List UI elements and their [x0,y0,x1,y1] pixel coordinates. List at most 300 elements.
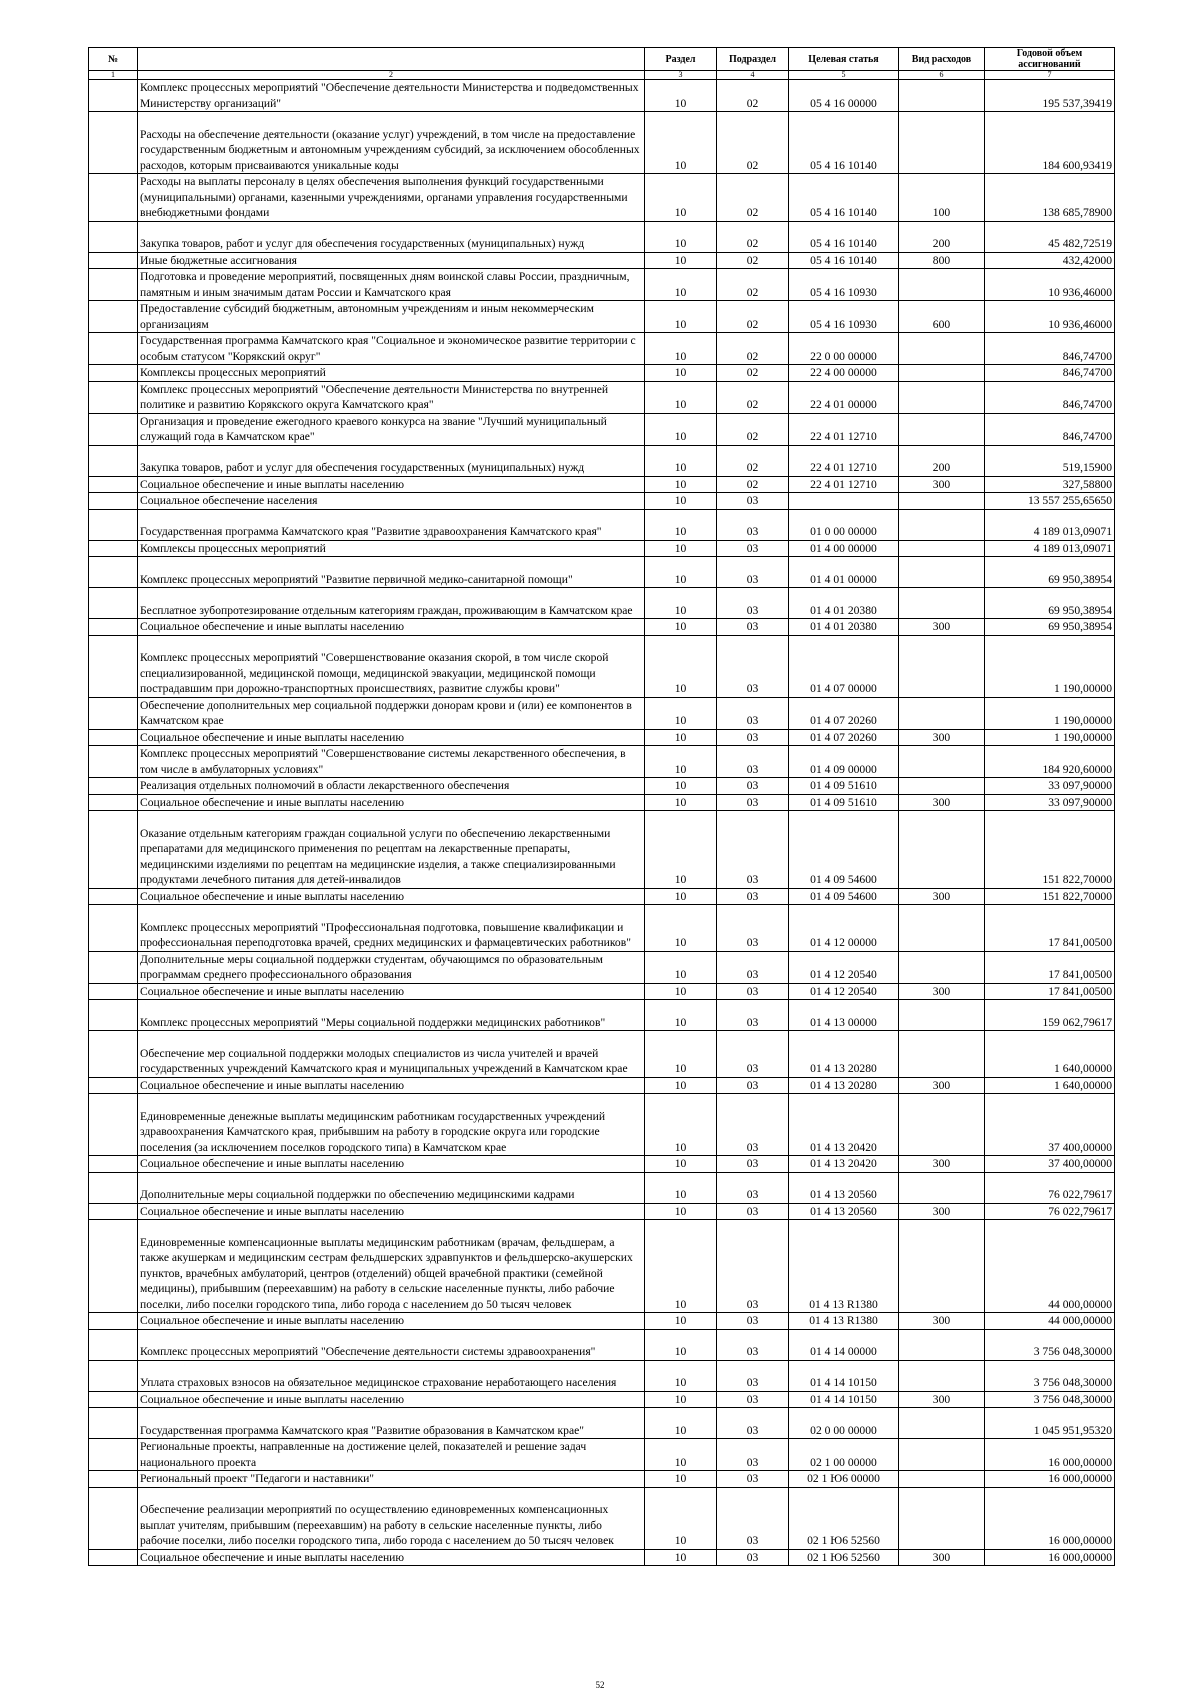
row-vid-cell [899,951,985,983]
row-podrazdel-cell: 03 [717,1094,789,1156]
row-statya-cell: 01 4 09 51610 [789,778,899,795]
row-name-cell: Комплекс процессных мероприятий "Обеспечение деятельности Министерства и подведомственных Министерству организаций" [138,80,645,112]
row-statya-cell: 22 4 01 00000 [789,381,899,413]
table-row [89,413,1115,445]
row-razdel-cell: 10 [645,112,717,174]
row-name-cell: Социальное обеспечение и иные выплаты населению [138,1203,645,1220]
table-row [89,1391,1115,1408]
row-num-cell [89,983,138,1000]
row-vid-cell [899,588,985,619]
row-statya-cell: 01 4 13 R1380 [789,1313,899,1330]
header-podrazdel: Подраздел [717,48,789,71]
row-vid-cell: 300 [899,476,985,493]
row-amount-cell: 16 000,00000 [985,1487,1115,1549]
table-row [89,746,1115,778]
row-amount-cell: 69 950,38954 [985,588,1115,619]
column-index: 3 [645,71,717,80]
row-num-cell [89,1408,138,1439]
row-num-cell [89,1313,138,1330]
row-amount-cell: 846,74700 [985,413,1115,445]
row-vid-cell [899,365,985,382]
row-statya-cell: 01 4 13 20560 [789,1203,899,1220]
row-razdel-cell: 10 [645,476,717,493]
row-razdel-cell: 10 [645,365,717,382]
row-num-cell [89,381,138,413]
row-name-cell: Единовременные компенсационные выплаты медицинским работникам (врачам, фельдшерам, а также акушеркам и медицинским сестрам фельдшерских здравпунктов и фельдшерско-акушерских пунктов, врачебных амбулаторий, центров (отделений) общей врачебной практики (семейной медицины), прибывшим (переехавшим) на работу в сельские населенные пункты, либо рабочие поселки, либо поселки городского типа, либо города с населением до 50 тысяч человек [138,1220,645,1313]
row-num-cell [89,269,138,301]
row-num-cell [89,476,138,493]
row-podrazdel-cell: 03 [717,1329,789,1360]
row-num-cell [89,301,138,333]
column-index: 4 [717,71,789,80]
table-row [89,381,1115,413]
row-num-cell [89,1077,138,1094]
row-razdel-cell: 10 [645,221,717,252]
row-name-cell: Комплекс процессных мероприятий "Совершенствование оказания скорой, в том числе скорой специализированной, медицинской помощи, медицинской эвакуации, медицинской помощи пострадавшим при дорожно-транспортных происшествиях, развитие службы крови" [138,635,645,697]
table-row [89,365,1115,382]
row-name-cell: Социальное обеспечение и иные выплаты населению [138,1391,645,1408]
row-amount-cell: 184 920,60000 [985,746,1115,778]
row-statya-cell: 01 4 09 54600 [789,811,899,889]
table-row [89,557,1115,588]
row-name-cell: Обеспечение реализации мероприятий по осуществлению единовременных компенсационных выплат учителям, прибывшим (переехавшим) на работу в сельские населенные пункты, либо рабочие поселки, либо поселки городского типа, либо города с населением до 50 тысяч человек [138,1487,645,1549]
row-statya-cell: 05 4 16 10140 [789,112,899,174]
row-amount-cell: 17 841,00500 [985,905,1115,952]
table-row [89,905,1115,952]
row-podrazdel-cell: 02 [717,221,789,252]
row-razdel-cell: 10 [645,174,717,222]
row-num-cell [89,697,138,729]
row-name-cell: Предоставление субсидий бюджетным, автономным учреждениям и иным некоммерческим организациям [138,301,645,333]
row-razdel-cell: 10 [645,635,717,697]
row-podrazdel-cell: 02 [717,80,789,112]
row-statya-cell: 01 4 09 51610 [789,794,899,811]
row-podrazdel-cell: 03 [717,983,789,1000]
row-amount-cell: 17 841,00500 [985,983,1115,1000]
row-amount-cell: 846,74700 [985,333,1115,365]
row-podrazdel-cell: 03 [717,619,789,636]
row-amount-cell: 1 640,00000 [985,1077,1115,1094]
row-razdel-cell: 10 [645,1391,717,1408]
row-num-cell [89,413,138,445]
row-vid-cell [899,635,985,697]
row-statya-cell: 05 4 16 00000 [789,80,899,112]
row-podrazdel-cell: 02 [717,333,789,365]
row-amount-cell: 33 097,90000 [985,778,1115,795]
row-name-cell: Социальное обеспечение и иные выплаты населению [138,729,645,746]
row-vid-cell [899,509,985,540]
table-row [89,1408,1115,1439]
row-name-cell: Оказание отдельным категориям граждан социальной услуги по обеспечению лекарственными препаратами для медицинского применения по рецептам на лекарственные препараты, медицинскими изделиями по рецептам на медицинские изделия, а также специализированными продуктами лечебного питания для детей-инвалидов [138,811,645,889]
row-statya-cell: 01 4 00 00000 [789,540,899,557]
row-razdel-cell: 10 [645,1360,717,1391]
row-podrazdel-cell: 02 [717,269,789,301]
row-amount-cell: 17 841,00500 [985,951,1115,983]
row-razdel-cell: 10 [645,1031,717,1078]
column-index: 7 [985,71,1115,80]
row-vid-cell [899,381,985,413]
row-vid-cell: 300 [899,983,985,1000]
row-vid-cell: 600 [899,301,985,333]
row-statya-cell: 05 4 16 10930 [789,269,899,301]
row-statya-cell: 05 4 16 10930 [789,301,899,333]
row-vid-cell: 300 [899,729,985,746]
row-statya-cell: 02 1 Ю6 52560 [789,1487,899,1549]
table-body [89,80,1115,1566]
row-razdel-cell: 10 [645,493,717,510]
table-row [89,1313,1115,1330]
row-podrazdel-cell: 03 [717,951,789,983]
row-amount-cell: 195 537,39419 [985,80,1115,112]
row-amount-cell: 44 000,00000 [985,1220,1115,1313]
row-name-cell: Комплекс процессных мероприятий "Профессиональная подготовка, повышение квалификации и профессиональная переподготовка врачей, средних медицинских и фармацевтических работников" [138,905,645,952]
row-vid-cell: 300 [899,1549,985,1566]
row-amount-cell: 10 936,46000 [985,301,1115,333]
row-vid-cell [899,1172,985,1203]
row-name-cell: Социальное обеспечение и иные выплаты населению [138,1549,645,1566]
row-vid-cell [899,1031,985,1078]
row-razdel-cell: 10 [645,252,717,269]
row-podrazdel-cell: 02 [717,301,789,333]
row-razdel-cell: 10 [645,540,717,557]
row-razdel-cell: 10 [645,588,717,619]
row-vid-cell [899,1329,985,1360]
row-razdel-cell: 10 [645,301,717,333]
column-index: 2 [138,71,645,80]
row-name-cell: Реализация отдельных полномочий в области лекарственного обеспечения [138,778,645,795]
row-podrazdel-cell: 02 [717,365,789,382]
row-num-cell [89,794,138,811]
row-razdel-cell: 10 [645,729,717,746]
row-vid-cell: 300 [899,1391,985,1408]
table-row [89,333,1115,365]
row-num-cell [89,729,138,746]
row-razdel-cell: 10 [645,794,717,811]
row-statya-cell: 22 4 01 12710 [789,413,899,445]
row-razdel-cell: 10 [645,1408,717,1439]
row-statya-cell: 01 4 13 R1380 [789,1220,899,1313]
row-num-cell [89,888,138,905]
row-name-cell: Государственная программа Камчатского края "Развитие здравоохранения Камчатского края" [138,509,645,540]
row-razdel-cell: 10 [645,619,717,636]
row-amount-cell: 138 685,78900 [985,174,1115,222]
row-vid-cell [899,778,985,795]
row-name-cell: Государственная программа Камчатского края "Социальное и экономическое развитие территории с особым статусом "Корякский округ" [138,333,645,365]
table-row [89,269,1115,301]
column-index: 1 [89,71,138,80]
row-statya-cell: 01 4 07 00000 [789,635,899,697]
row-podrazdel-cell: 03 [717,1220,789,1313]
table-row [89,221,1115,252]
row-name-cell: Уплата страховых взносов на обязательное медицинское страхование неработающего населения [138,1360,645,1391]
row-razdel-cell: 10 [645,557,717,588]
header-row [89,48,1115,71]
table-row [89,540,1115,557]
row-vid-cell [899,1408,985,1439]
row-name-cell: Социальное обеспечение населения [138,493,645,510]
row-name-cell: Расходы на выплаты персоналу в целях обеспечения выполнения функций государственными (муниципальными) органами, казенными учреждениями, органами управления государственными внебюджетными фондами [138,174,645,222]
row-vid-cell: 200 [899,221,985,252]
row-razdel-cell: 10 [645,1094,717,1156]
row-razdel-cell: 10 [645,381,717,413]
row-podrazdel-cell: 03 [717,1360,789,1391]
table-row [89,1094,1115,1156]
row-statya-cell: 01 0 00 00000 [789,509,899,540]
row-vid-cell [899,697,985,729]
table-row [89,1471,1115,1488]
row-vid-cell [899,80,985,112]
row-podrazdel-cell: 03 [717,493,789,510]
table-row [89,778,1115,795]
table-row [89,1000,1115,1031]
row-vid-cell: 300 [899,1203,985,1220]
table-row [89,509,1115,540]
row-vid-cell: 200 [899,445,985,476]
row-num-cell [89,1203,138,1220]
table-row [89,619,1115,636]
row-vid-cell [899,1360,985,1391]
row-name-cell: Социальное обеспечение и иные выплаты населению [138,983,645,1000]
row-num-cell [89,1329,138,1360]
row-name-cell: Комплексы процессных мероприятий [138,540,645,557]
row-podrazdel-cell: 03 [717,811,789,889]
row-amount-cell: 432,42000 [985,252,1115,269]
row-statya-cell: 02 1 00 00000 [789,1439,899,1471]
row-amount-cell: 76 022,79617 [985,1172,1115,1203]
row-vid-cell: 300 [899,619,985,636]
row-num-cell [89,252,138,269]
row-statya-cell: 05 4 16 10140 [789,252,899,269]
row-razdel-cell: 10 [645,1077,717,1094]
row-num-cell [89,1391,138,1408]
row-num-cell [89,1487,138,1549]
row-vid-cell [899,493,985,510]
header-num: № [89,48,138,71]
row-razdel-cell: 10 [645,1220,717,1313]
table-row [89,635,1115,697]
row-statya-cell: 22 4 01 12710 [789,445,899,476]
row-vid-cell [899,112,985,174]
row-name-cell: Комплекс процессных мероприятий "Обеспечение деятельности Министерства по внутренней политике и развитию Корякского округа Камчатского края" [138,381,645,413]
row-num-cell [89,746,138,778]
header-statya: Целевая статья [789,48,899,71]
row-statya-cell: 22 4 01 12710 [789,476,899,493]
budget-table-sheet [88,47,1114,1566]
row-name-cell: Комплекс процессных мероприятий "Совершенствование системы лекарственного обеспечения, в том числе в амбулаторных условиях" [138,746,645,778]
table-row [89,1549,1115,1566]
row-vid-cell [899,811,985,889]
row-amount-cell: 184 600,93419 [985,112,1115,174]
row-statya-cell: 05 4 16 10140 [789,221,899,252]
row-num-cell [89,1172,138,1203]
row-statya-cell: 01 4 14 00000 [789,1329,899,1360]
row-razdel-cell: 10 [645,1156,717,1173]
table-row [89,1360,1115,1391]
row-amount-cell: 16 000,00000 [985,1439,1115,1471]
row-num-cell [89,1000,138,1031]
row-razdel-cell: 10 [645,697,717,729]
row-statya-cell: 01 4 14 10150 [789,1360,899,1391]
row-amount-cell: 4 189 013,09071 [985,509,1115,540]
row-podrazdel-cell: 03 [717,1549,789,1566]
row-num-cell [89,1156,138,1173]
row-num-cell [89,509,138,540]
row-razdel-cell: 10 [645,905,717,952]
row-podrazdel-cell: 02 [717,445,789,476]
row-vid-cell [899,1487,985,1549]
row-amount-cell: 846,74700 [985,381,1115,413]
row-statya-cell: 01 4 01 20380 [789,619,899,636]
row-amount-cell: 1 190,00000 [985,635,1115,697]
row-statya-cell: 05 4 16 10140 [789,174,899,222]
row-podrazdel-cell: 03 [717,905,789,952]
row-amount-cell: 3 756 048,30000 [985,1391,1115,1408]
row-podrazdel-cell: 03 [717,1031,789,1078]
row-num-cell [89,365,138,382]
row-statya-cell: 02 0 00 00000 [789,1408,899,1439]
row-name-cell: Закупка товаров, работ и услуг для обеспечения государственных (муниципальных) нужд [138,445,645,476]
row-amount-cell: 4 189 013,09071 [985,540,1115,557]
row-podrazdel-cell: 03 [717,1408,789,1439]
table-row [89,1156,1115,1173]
row-amount-cell: 37 400,00000 [985,1156,1115,1173]
row-vid-cell: 800 [899,252,985,269]
row-podrazdel-cell: 03 [717,1000,789,1031]
table-row [89,301,1115,333]
row-amount-cell: 519,15900 [985,445,1115,476]
table-row [89,1172,1115,1203]
row-statya-cell: 01 4 13 00000 [789,1000,899,1031]
column-index-row [89,71,1115,80]
row-podrazdel-cell: 03 [717,557,789,588]
row-name-cell: Обеспечение мер социальной поддержки молодых специалистов из числа учителей и врачей государственных учреждений Камчатского края и муниципальных учреждений в Камчатском крае [138,1031,645,1078]
header-name [138,48,645,71]
row-num-cell [89,112,138,174]
row-amount-cell: 69 950,38954 [985,619,1115,636]
table-row [89,1203,1115,1220]
table-row [89,1220,1115,1313]
row-razdel-cell: 10 [645,1549,717,1566]
budget-table [88,47,1115,1566]
row-vid-cell [899,905,985,952]
row-amount-cell: 16 000,00000 [985,1471,1115,1488]
row-amount-cell: 69 950,38954 [985,557,1115,588]
row-podrazdel-cell: 03 [717,1172,789,1203]
row-amount-cell: 3 756 048,30000 [985,1360,1115,1391]
row-razdel-cell: 10 [645,333,717,365]
row-vid-cell [899,1471,985,1488]
row-amount-cell: 1 190,00000 [985,729,1115,746]
table-row [89,794,1115,811]
row-podrazdel-cell: 02 [717,476,789,493]
row-statya-cell: 01 4 14 10150 [789,1391,899,1408]
row-vid-cell: 300 [899,794,985,811]
row-razdel-cell: 10 [645,811,717,889]
row-num-cell [89,951,138,983]
header-vid: Вид расходов [899,48,985,71]
table-row [89,588,1115,619]
row-razdel-cell: 10 [645,1471,717,1488]
row-num-cell [89,905,138,952]
row-razdel-cell: 10 [645,888,717,905]
row-razdel-cell: 10 [645,80,717,112]
row-num-cell [89,619,138,636]
row-name-cell: Социальное обеспечение и иные выплаты населению [138,1313,645,1330]
row-name-cell: Дополнительные меры социальной поддержки студентам, обучающимся по образовательным программам среднего профессионального образования [138,951,645,983]
row-vid-cell: 300 [899,1313,985,1330]
row-name-cell: Государственная программа Камчатского края "Развитие образования в Камчатском крае" [138,1408,645,1439]
table-row [89,445,1115,476]
row-vid-cell [899,540,985,557]
table-row [89,493,1115,510]
row-name-cell: Социальное обеспечение и иные выплаты населению [138,888,645,905]
row-amount-cell: 1 640,00000 [985,1031,1115,1078]
row-podrazdel-cell: 03 [717,1439,789,1471]
row-name-cell: Комплекс процессных мероприятий "Меры социальной поддержки медицинских работников" [138,1000,645,1031]
row-statya-cell: 01 4 01 20380 [789,588,899,619]
row-statya-cell: 01 4 01 00000 [789,557,899,588]
row-podrazdel-cell: 02 [717,413,789,445]
row-statya-cell [789,493,899,510]
table-row [89,80,1115,112]
row-num-cell [89,1094,138,1156]
row-statya-cell: 01 4 09 00000 [789,746,899,778]
row-num-cell [89,493,138,510]
table-row [89,951,1115,983]
row-name-cell: Бесплатное зубопротезирование отдельным категориям граждан, проживающим в Камчатском крае [138,588,645,619]
row-amount-cell: 37 400,00000 [985,1094,1115,1156]
row-amount-cell: 33 097,90000 [985,794,1115,811]
row-amount-cell: 159 062,79617 [985,1000,1115,1031]
row-podrazdel-cell: 03 [717,888,789,905]
header-amount: Годовой объем ассигнований [985,48,1115,71]
row-vid-cell [899,269,985,301]
row-podrazdel-cell: 03 [717,697,789,729]
table-row [89,811,1115,889]
row-vid-cell [899,746,985,778]
row-vid-cell [899,413,985,445]
table-row [89,697,1115,729]
row-statya-cell: 01 4 07 20260 [789,729,899,746]
row-name-cell: Комплекс процессных мероприятий "Развитие первичной медико-санитарной помощи" [138,557,645,588]
row-amount-cell: 151 822,70000 [985,811,1115,889]
row-podrazdel-cell: 03 [717,1487,789,1549]
row-num-cell [89,1471,138,1488]
row-num-cell [89,445,138,476]
table-row [89,983,1115,1000]
column-index: 5 [789,71,899,80]
row-statya-cell: 22 4 00 00000 [789,365,899,382]
row-vid-cell [899,1220,985,1313]
row-amount-cell: 44 000,00000 [985,1313,1115,1330]
row-razdel-cell: 10 [645,1439,717,1471]
row-statya-cell: 01 4 13 20280 [789,1031,899,1078]
table-row [89,112,1115,174]
row-name-cell: Социальное обеспечение и иные выплаты населению [138,619,645,636]
row-statya-cell: 01 4 07 20260 [789,697,899,729]
row-num-cell [89,80,138,112]
row-num-cell [89,588,138,619]
row-podrazdel-cell: 03 [717,540,789,557]
column-index: 6 [899,71,985,80]
row-podrazdel-cell: 03 [717,1156,789,1173]
row-statya-cell: 01 4 13 20280 [789,1077,899,1094]
row-name-cell: Подготовка и проведение мероприятий, посвященных дням воинской славы России, праздничным, памятным и иным значимым датам России и Камчатского края [138,269,645,301]
row-amount-cell: 327,58800 [985,476,1115,493]
row-name-cell: Региональный проект "Педагоги и наставники" [138,1471,645,1488]
header-razdel: Раздел [645,48,717,71]
table-row [89,1329,1115,1360]
